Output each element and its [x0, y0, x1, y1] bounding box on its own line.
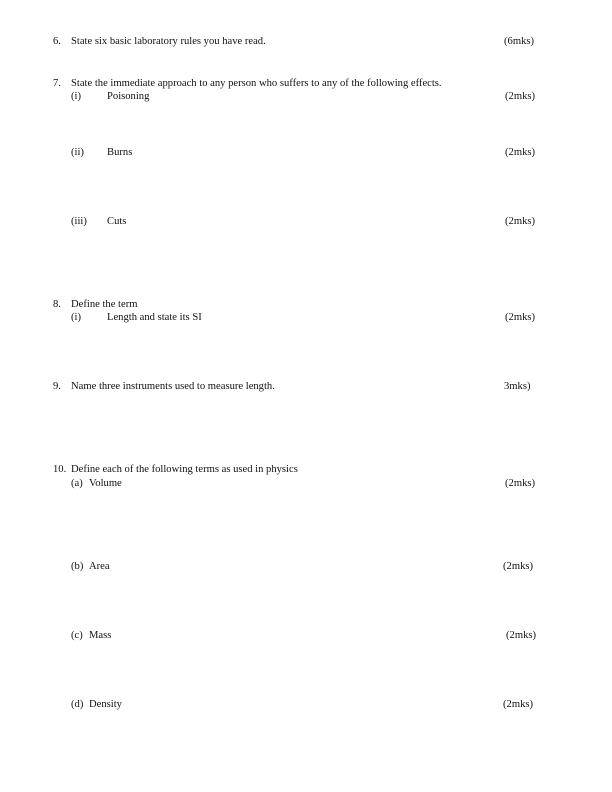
part-label: (d) — [71, 699, 84, 710]
part-text: Poisoning — [107, 91, 150, 102]
part-marks: (2mks) — [506, 630, 537, 641]
question-text: State six basic laboratory rules you have read. — [71, 36, 266, 47]
part-label: (a) — [71, 478, 83, 489]
question-text: Name three instruments used to measure length. — [71, 381, 275, 392]
part-text: Area — [89, 561, 110, 572]
part-marks: (2mks) — [503, 561, 534, 572]
part-label: (ii) — [71, 147, 84, 158]
part-label: (i) — [71, 91, 81, 102]
part-text: Volume — [89, 478, 122, 489]
question-marks: 3mks) — [504, 381, 531, 392]
question-text: Define each of the following terms as used in physics — [71, 464, 298, 475]
question-text: Define the term — [71, 299, 138, 310]
part-marks: (2mks) — [505, 478, 536, 489]
part-label: (i) — [71, 312, 81, 323]
question-number: 7. — [53, 78, 61, 89]
part-marks: (2mks) — [505, 91, 536, 102]
part-label: (c) — [71, 630, 83, 641]
part-marks: (2mks) — [503, 699, 534, 710]
part-text: Length and state its SI — [107, 312, 202, 323]
question-number: 6. — [53, 36, 61, 47]
question-number: 9. — [53, 381, 61, 392]
part-label: (b) — [71, 561, 84, 572]
part-label: (iii) — [71, 216, 87, 227]
question-marks: (6mks) — [504, 36, 535, 47]
part-text: Mass — [89, 630, 112, 641]
part-marks: (2mks) — [505, 312, 536, 323]
question-number: 10. — [53, 464, 67, 475]
part-marks: (2mks) — [505, 147, 536, 158]
part-text: Density — [89, 699, 122, 710]
part-text: Cuts — [107, 216, 127, 227]
question-number: 8. — [53, 299, 61, 310]
part-marks: (2mks) — [505, 216, 536, 227]
question-text: State the immediate approach to any person who suffers to any of the following effects. — [71, 78, 442, 89]
part-text: Burns — [107, 147, 133, 158]
